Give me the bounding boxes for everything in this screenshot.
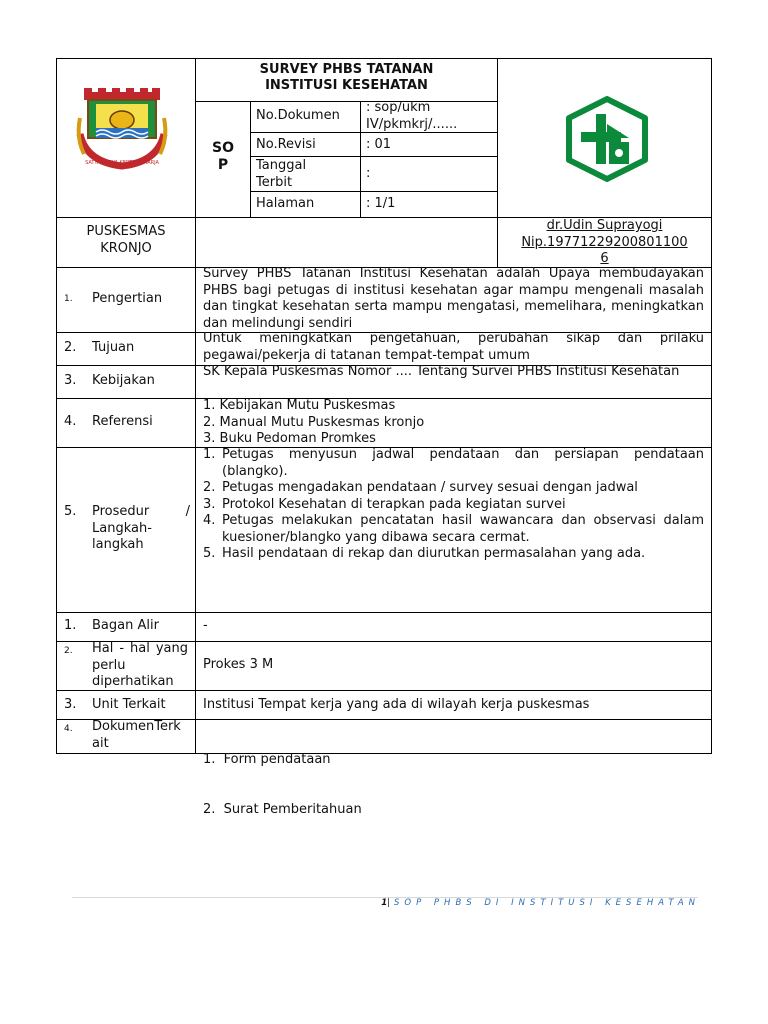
row-number: 1. <box>64 618 77 633</box>
row-label: Tujuan <box>92 340 135 355</box>
row-number: 3. <box>64 697 77 712</box>
dokumen-terkait-list <box>203 719 704 835</box>
field-label-tanggal-terbit: Tanggal Terbit <box>256 158 307 190</box>
field-label-no-dokumen: No.Dokumen <box>256 108 340 123</box>
row-label: Prosedur / Langkah-langkah <box>92 504 190 552</box>
puskesmas-logo-icon <box>563 96 651 182</box>
sop-label-part2: P <box>217 157 229 173</box>
list-item: 1. Form pendataan <box>203 752 331 767</box>
row-number: 2. <box>64 340 77 355</box>
pengertian-text: Survey PHBS Tatanan Institusi Kesehatan adalah Upaya membudayakan PHBS bagi petugas di institusi kesehatan agar mampu mengenali masalah dan tingkat kesehatan serta mampu mengatasi, memelihara, meningkatkan dan melindungi sendiri <box>203 266 704 331</box>
kebijakan-text: SK Kepala Puskesmas Nomor .... Tentang Survei PHBS Institusi Kesehatan <box>203 364 680 379</box>
footer-text: SOP PHBS DI INSTITUSI KESEHATAN <box>394 898 700 908</box>
row-label: Hal - hal yang perlu diperhatikan <box>92 641 188 689</box>
document-title <box>195 62 498 93</box>
list-item: 2. Manual Mutu Puskesmas kronjo <box>203 414 425 430</box>
field-label-halaman: Halaman <box>256 196 315 211</box>
field-label-no-revisi: No.Revisi <box>256 137 316 152</box>
row-number: 2. <box>64 646 73 656</box>
field-value-no-revisi: : 01 <box>366 137 392 152</box>
row-label: Kebijakan <box>92 373 155 388</box>
list-item: 1. Petugas menyusun jadwal pendataan dan persiapan pendataan (blangko). <box>203 447 704 479</box>
row-content-cell <box>195 612 712 642</box>
list-item: 3. Protokol Kesehatan di terapkan pada kegiatan survei <box>203 496 566 512</box>
row-label: Pengertian <box>92 291 163 306</box>
title-line-1: SURVEY PHBS TATANAN <box>259 62 434 77</box>
row-number: 4. <box>64 724 73 734</box>
field-value-no-dokumen: : sop/ukm IV/pkmkrj/...... <box>366 100 458 132</box>
unit-line-2: KRONJO <box>100 240 152 256</box>
unit-middle-cell <box>195 217 498 268</box>
list-item: 5. Hasil pendataan di rekap dan diurutkan permasalahan yang ada. <box>203 546 646 561</box>
prosedur-list <box>203 447 704 563</box>
row-number: 3. <box>64 373 77 388</box>
emblem-motto: SATYA KARYA KERTA RAHARJA <box>85 160 159 166</box>
unit-line-1: PUSKESMAS <box>86 224 166 239</box>
list-item: 3. Buku Pedoman Promkes <box>203 431 376 446</box>
signer-nip: Nip.19771229200801100 <box>521 234 688 250</box>
unit-terkait-text: Institusi Tempat kerja yang ada di wilayah kerja puskesmas <box>203 697 590 712</box>
hal-hal-text: Prokes 3 M <box>203 657 274 672</box>
list-item: 2. Surat Pemberitahuan <box>203 801 362 817</box>
row-number: 4. <box>64 414 77 429</box>
signer-name: dr.Udin Suprayogi <box>546 218 663 233</box>
row-label: Referensi <box>92 414 153 429</box>
sop-label-part1: SO <box>212 140 234 156</box>
unit-name <box>56 224 196 257</box>
row-number: 1. <box>64 294 73 304</box>
footer-separator: | <box>387 898 391 908</box>
sop-label <box>195 140 251 174</box>
field-value-halaman: : 1/1 <box>366 196 396 211</box>
bagan-alir-text: - <box>203 618 208 633</box>
list-item: 4. Petugas melakukan pencatatan hasil wawancara dan observasi dalam kuesioner/blangko yang dibawa secara cermat. <box>203 513 704 545</box>
title-line-2: INSTITUSI KESEHATAN <box>265 77 428 93</box>
row-label: Unit Terkait <box>92 697 166 712</box>
field-value-tanggal-terbit: : <box>366 166 371 181</box>
tujuan-text: Untuk meningkatkan pengetahuan, perubahan sikap dan prilaku pegawai/pekerja di tatanan tempat-tempat umum <box>203 331 704 363</box>
row-label: DokumenTerkait <box>92 719 181 751</box>
signer-block <box>497 218 712 268</box>
field-divider <box>360 101 361 218</box>
page-footer <box>300 898 700 908</box>
referensi-list <box>203 398 704 448</box>
signer-nip-continued: 6 <box>600 251 609 266</box>
row-number: 5. <box>64 504 77 519</box>
list-item: 1. Kebijakan Mutu Puskesmas <box>203 398 396 413</box>
row-label: Bagan Alir <box>92 618 159 633</box>
list-item: 2. Petugas mengadakan pendataan / survey sesuai dengan jadwal <box>203 480 638 495</box>
page-number: 1 <box>381 898 388 908</box>
